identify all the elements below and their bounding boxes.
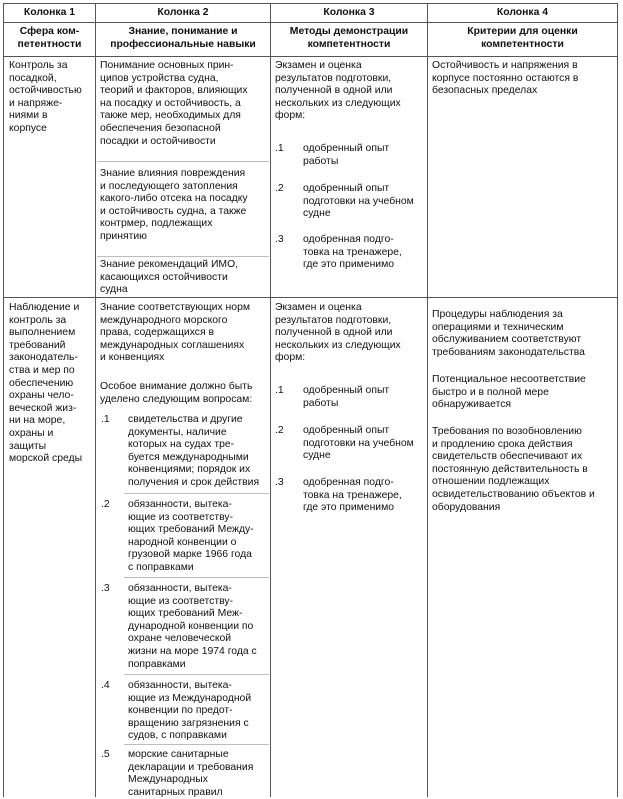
- row2-criteria-paragraph-1: Процедуры наблюдения за операциями и техническим обслуживанием соответствуют требованиям законодательства: [432, 309, 585, 358]
- paragraph-separator: [97, 256, 269, 257]
- column-1-header: Колонка 1: [23, 7, 76, 18]
- row2-competence: Наблюдение и контроль за выполнением требований законодатель- ства и мер по обеспечению охраны чело- веческой жиз- ни на море, охраны и защиты морской среды: [9, 302, 83, 465]
- column-3-header: Колонка 3: [323, 7, 375, 18]
- row2-knowledge-item-2-number: .2: [101, 499, 110, 510]
- column-divider-1: [95, 3, 96, 797]
- row2-method-1-number: .1: [275, 385, 284, 396]
- paragraph-separator: [97, 161, 269, 162]
- row1-knowledge-paragraph-1: Понимание основных прин- ципов устройства судна, теорий и факторов, влияющих на посадку и остойчивость, а также мер, необходимых для обеспечения безопасной посадки и остойчивости: [100, 60, 248, 147]
- row1-method-3-number: .3: [275, 234, 284, 245]
- item-separator: [124, 674, 269, 675]
- row2-knowledge-paragraph-1: Знание соответствующих норм международного морского права, содержащихся в международных соглашениях и конвенциях: [100, 302, 250, 364]
- item-separator: [124, 577, 269, 578]
- item-separator: [124, 493, 269, 494]
- row1-knowledge-paragraph-3: Знание рекомендаций ИМО, касающихся остойчивости судна: [100, 259, 239, 296]
- competence-heading: Сфера ком- петентности: [17, 26, 82, 50]
- row1-method-2-number: .2: [275, 183, 284, 194]
- column-4-header: Колонка 4: [496, 7, 549, 18]
- row2-knowledge-item-2-text: обязанности, вытека- ющие из соответству- ющих требований Между- народной конвенции о грузовой марке 1966 года с поправками: [128, 499, 254, 573]
- row2-knowledge-item-4-number: .4: [101, 680, 110, 691]
- row1-competence: Контроль за посадкой, остойчивостью и напряже- ниями в корпусе: [9, 60, 82, 134]
- row2-criteria-paragraph-3: Требования по возобновлению и продлению срока действия свидетельств обеспечивают их постоянную действительность в отношении подлежащих освидетельствованию объектов и оборудования: [432, 426, 595, 513]
- knowledge-heading: Знание, понимание и профессиональные навыки: [110, 26, 256, 50]
- row1-method-1-text: одобренный опыт работы: [303, 143, 390, 167]
- row2-method-3-number: .3: [275, 477, 284, 488]
- row2-knowledge-item-1-number: .1: [101, 414, 110, 425]
- row1-method-1-number: .1: [275, 143, 284, 154]
- row2-methods-intro: Экзамен и оценка результатов подготовки, полученной в одной или нескольких из следующих форм:: [275, 302, 401, 364]
- column-divider-2: [270, 3, 271, 797]
- row2-method-3-text: одобренная подго- товка на тренажере, где это применимо: [303, 477, 402, 514]
- row1-methods-intro: Экзамен и оценка результатов подготовки, полученной в одной или нескольких из следующих форм:: [275, 60, 401, 122]
- table-border-left: [3, 3, 4, 797]
- row2-method-2-number: .2: [275, 425, 284, 436]
- criteria-heading: Критерии для оценки компетентности: [467, 26, 578, 50]
- row2-knowledge-item-5-number: .5: [101, 749, 110, 760]
- row2-knowledge-item-3-text: обязанности, вытека- ющие из соответству- ющих требований Меж- дународной конвенции по охране человеческой жизни на море 1974 года с поправками: [128, 583, 257, 670]
- row2-knowledge-item-4-text: обязанности, вытека- ющие из Международной конвенции по предот- вращению загрязнения с судов, с поправками: [128, 680, 252, 742]
- competence-table: [3, 3, 618, 797]
- item-separator: [124, 744, 269, 745]
- row1-knowledge-paragraph-2: Знание влияния повреждения и последующего затопления какого-либо отсека на посадку и остойчивость судна, а также контрмер, подлежащих принятию: [100, 168, 248, 242]
- row2-method-2-text: одобренный опыт подготовки на учебном судне: [303, 425, 414, 462]
- row2-method-1-text: одобренный опыт работы: [303, 385, 390, 409]
- row2-criteria-paragraph-2: Потенциальное несоответствие быстро и в полной мере обнаруживается: [432, 374, 586, 411]
- row1-criteria: Остойчивость и напряжения в корпусе постоянно остаются в безопасных пределах: [432, 60, 579, 97]
- row2-knowledge-paragraph-2: Особое внимание должно быть уделено следующим вопросам:: [100, 381, 253, 405]
- methods-heading: Методы демонстрации компетентности: [289, 26, 409, 50]
- row1-method-3-text: одобренная подго- товка на тренажере, где это применимо: [303, 234, 402, 271]
- column-2-header: Колонка 2: [157, 7, 209, 18]
- row1-method-2-text: одобренный опыт подготовки на учебном судне: [303, 183, 414, 220]
- table-border-right: [617, 3, 618, 797]
- row2-knowledge-item-5-text: морские санитарные декларации и требования Международных санитарных правил: [128, 749, 254, 798]
- row2-knowledge-item-1-text: свидетельства и другие документы, наличие которых на судах тре- буется международными конвенциями; порядок их получения и срок действия: [128, 414, 260, 488]
- column-divider-3: [427, 3, 428, 797]
- row2-knowledge-item-3-number: .3: [101, 583, 110, 594]
